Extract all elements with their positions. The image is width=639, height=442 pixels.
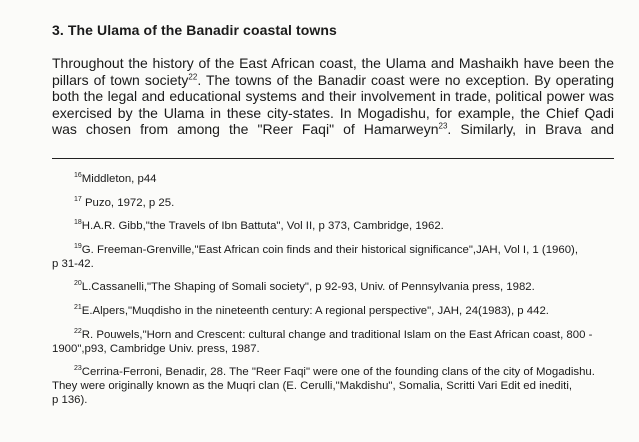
footnote-23	[52, 365, 618, 407]
body-paragraph	[52, 55, 614, 138]
body-line: exercised by the Ulama in these city-states. In Mogadishu, for example, the Chief Qadi	[52, 104, 614, 121]
footnote-line	[52, 196, 618, 210]
footnote-ref: 23	[438, 121, 448, 131]
footnote-20	[52, 280, 618, 294]
footnote-18	[52, 219, 618, 233]
footnote-22	[52, 328, 618, 356]
footnote-number: 17	[74, 195, 82, 203]
footnote-text: R. Pouwels,"Horn and Crescent: cultural change and traditional Islam on the East African coast, 800 -	[81, 328, 593, 341]
footnote-text: p 31-42.	[52, 257, 94, 270]
body-line: both the legal and educational systems and their involvement in trade, political power was	[52, 88, 614, 105]
footnote-text: 1900",p93, Cambridge Univ. press, 1987.	[52, 342, 260, 355]
body-text-span: pillars of town society	[52, 71, 189, 88]
footnote-text: E.Alpers,"Muqdisho in the nineteenth century: A regional perspective", JAH, 24(1983), p 442.	[81, 304, 549, 317]
footnote-ref: 22	[188, 71, 198, 81]
footnote-line	[52, 393, 618, 407]
footnote-line	[52, 257, 618, 271]
footnote-text: Middleton, p44	[81, 173, 157, 185]
footnote-separator	[52, 158, 614, 159]
footnote-number: 22	[74, 327, 82, 335]
footnote-17	[52, 196, 618, 210]
body-text-span: . The towns of the Banadir coast were no exception. By operating	[197, 71, 614, 88]
footnote-text: H.A.R. Gibb,"the Travels of Ibn Battuta", Vol II, p 373, Cambridge, 1962.	[81, 220, 444, 233]
footnote-line	[52, 379, 618, 393]
footnote-line	[52, 365, 618, 379]
footnote-text: L.Cassanelli,"The Shaping of Somali society", p 92-93, Univ. of Pennsylvania press, 1982.	[81, 281, 535, 294]
body-text-span: was chosen from among the "Reer Faqi" of Hamarweyn	[52, 121, 439, 138]
footnote-line	[52, 243, 618, 257]
body-line	[52, 72, 614, 89]
footnote-19	[52, 243, 618, 271]
footnote-number: 19	[74, 242, 82, 250]
footnotes	[52, 172, 618, 417]
footnote-text: G. Freeman-Grenville,"East African coin finds and their historical significance",JAH, Vol I, 1 (1960),	[81, 243, 579, 256]
footnote-line	[52, 280, 618, 294]
footnote-line	[52, 304, 618, 318]
section-heading: 3. The Ulama of the Banadir coastal towns	[52, 22, 337, 38]
footnote-number: 16	[74, 172, 82, 180]
body-text-span: . Similarly, in Brava and	[447, 121, 615, 138]
footnote-16	[52, 172, 618, 186]
footnote-number: 23	[74, 365, 82, 373]
footnote-line	[52, 219, 618, 233]
footnote-number: 18	[74, 219, 82, 227]
footnote-line	[52, 172, 618, 186]
footnote-text: They were originally known as the Muqri clan (E. Cerulli,"Makdishu", Somalia, Scritti Vari Edit ed inediti,	[52, 380, 573, 393]
footnote-number: 21	[74, 304, 82, 312]
footnote-number: 20	[74, 280, 82, 288]
footnote-line	[52, 328, 618, 342]
footnote-21	[52, 304, 618, 318]
footnote-text: p 136).	[52, 394, 88, 407]
footnote-line	[52, 342, 618, 356]
body-line	[52, 121, 614, 138]
footnote-text: Puzo, 1972, p 25.	[81, 196, 175, 209]
body-line: Throughout the history of the East African coast, the Ulama and Mashaikh have been the	[52, 55, 614, 71]
footnote-text: Cerrina-Ferroni, Benadir, 28. The "Reer Faqi" were one of the founding clans of the city of Mogadishu.	[81, 366, 595, 379]
